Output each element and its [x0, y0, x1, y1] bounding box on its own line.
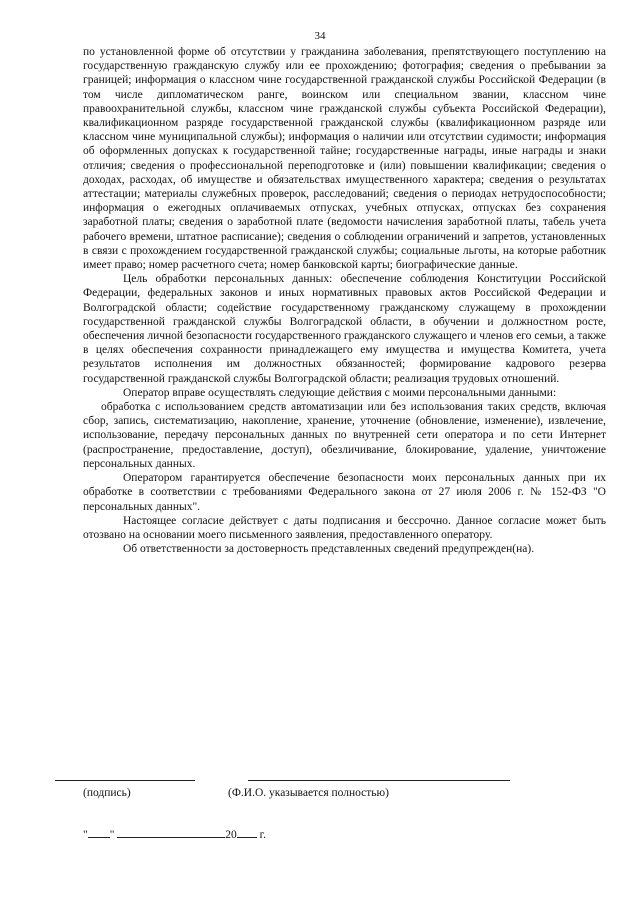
- date-open-quote: ": [83, 829, 88, 841]
- day-blank: [88, 827, 110, 838]
- paragraph-security-guarantee: Оператором гарантируется обеспечение безопасности моих персональных данных при их обработке в соответствии с требованиями Федерального закона от 27 июля 2006 г. № 152-ФЗ "О персональных данных".: [83, 472, 606, 513]
- year-blank: [237, 827, 257, 838]
- date-close-quote: ": [109, 829, 115, 841]
- paragraph-purpose: Цель обработки персональных данных: обеспечение соблюдения Конституции Российской Федерации, федеральных законов и иных нормативных правовых актов Российской Федерации и Волгоградской области; содействие государственному гражданскому служащему в прохождении государственной гражданской службы Волгоградской области, в обучении и должностном росте, обеспечения личной безопасности государственного гражданского служащего и членов его семьи, а также в целях обеспечения сохранности принадлежащего ему имущества и имущества Комитета, учета результатов исполнения им должностных обязанностей; формирование кадрового резерва государственной гражданской службы Волгоградской области; реализация трудовых отношений.: [83, 273, 606, 385]
- date-line: [83, 827, 266, 842]
- full-name-line: [248, 780, 510, 781]
- document-body: [83, 45, 606, 556]
- full-name-caption: (Ф.И.О. указывается полностью): [228, 787, 389, 799]
- signature-caption: (подпись): [83, 787, 131, 799]
- month-blank: [117, 827, 225, 838]
- paragraph-consent-validity: Настоящее согласие действует с даты подписания и бессрочно. Данное согласие может быть отозвано на основании моего письменного заявления, предоставленного оператору.: [83, 514, 606, 541]
- paragraph-responsibility: Об ответственности за достоверность представленных сведений предупрежден(на).: [123, 543, 535, 556]
- paragraph-personal-data-list: по установленной форме об отсутствии у гражданина заболевания, препятствующего поступлению на государственную гражданскую службу или ее прохождению; фотография; сведения о пребывании за границей; информация о классном чине государственной гражданской службы Российской Федерации (в том числе дипломатическом ранге, воинском или специальном звании, классном чине правоохранительной службы, классном чине гражданской службы субъекта Российской Федерации), квалификационном разряде государственной гражданской службы (квалификационном разряде или классном чине муниципальной службы); информация о наличии или отсутствии судимости; информация об оформленных допусках к государственной тайне; государственные награды, иные награды и знаки отличия; сведения о профессиональной переподготовке и (или) повышении квалификации; сведения о доходах, расходах, об имуществе и обязательствах имущественного характера; сведения о результатах аттестации; материалы служебных проверок, расследований; сведения о периодах нетрудоспособности; информация о ежегодных оплачиваемых отпусках, учебных отпусках, отпусках без сохранения заработной платы; сведения о заработной плате (ведомости начисления заработной платы, табель учета рабочего времени, штатное расписание); сведения о соблюдении ограничений и запретов, установленных в связи с прохождением государственной гражданской службы; социальные льготы, на которые работник имеет право; номер расчетного счета; номер банковской карты; биографические данные.: [83, 46, 606, 272]
- paragraph-operator-rights: Оператор вправе осуществлять следующие действия с моими персональными данными:: [123, 386, 557, 399]
- page-number: 34: [314, 30, 326, 42]
- year-prefix: 20: [225, 829, 237, 841]
- signature-line: [55, 780, 195, 781]
- year-suffix: г.: [259, 829, 266, 841]
- paragraph-processing-actions: обработка с использованием средств автоматизации или без использования таких средств, включая сбор, запись, систематизацию, накопление, хранение, уточнение (обновление, изменение), извлечение, использование, передачу персональных данных по внутренней сети оператора и по сети Интернет (распространение, предоставление, доступ), обезличивание, блокирование, удаление, уничтожение персональных данных.: [83, 401, 606, 470]
